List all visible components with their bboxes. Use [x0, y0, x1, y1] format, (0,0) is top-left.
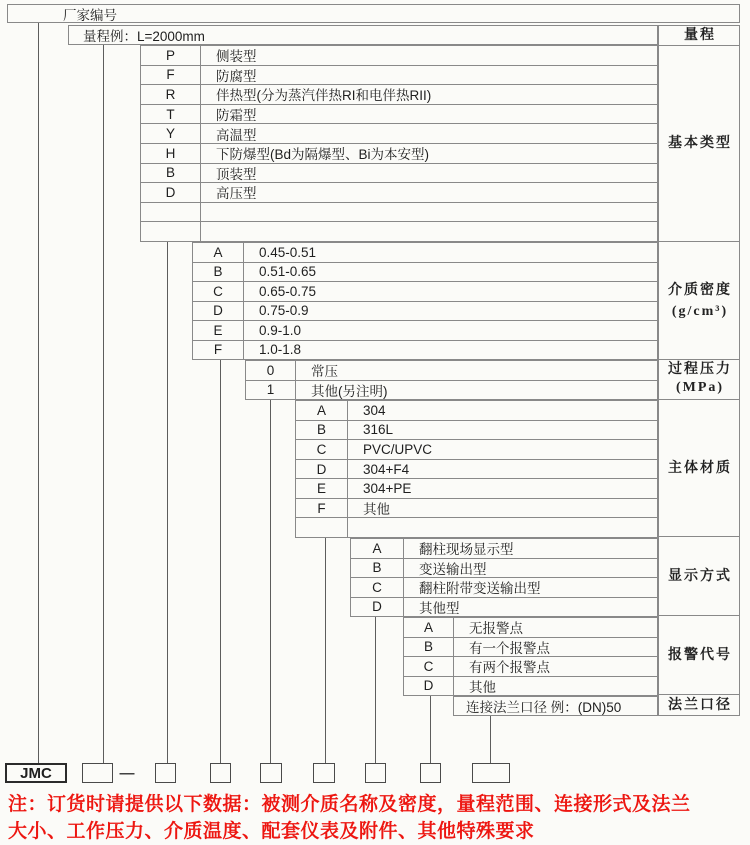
connector-line-manufacturer: [38, 23, 39, 763]
desc-cell: 0.65-0.75: [259, 283, 317, 299]
table-row: [296, 499, 657, 519]
model-box-density: [210, 763, 231, 783]
category-label-column: [658, 25, 740, 716]
display-mode-table: [350, 538, 658, 617]
desc-cell: 防霜型: [216, 108, 257, 124]
table-row: [141, 85, 657, 105]
table-row: [351, 598, 657, 617]
code-cell: R: [141, 85, 201, 104]
code-cell: A: [404, 618, 454, 637]
code-cell: C: [351, 578, 404, 597]
table-row: [141, 164, 657, 184]
flange-size-row: [453, 696, 658, 716]
display-mode-label: 显示方式: [668, 568, 732, 584]
table-row: [404, 638, 657, 658]
desc-cell: 其他: [363, 502, 390, 518]
table-row: [193, 282, 657, 302]
desc-cell: 304+PE: [363, 481, 412, 497]
flange-size-label: 法兰口径: [668, 697, 732, 713]
code-cell: E: [296, 479, 348, 498]
code-cell: T: [141, 105, 201, 124]
process-pressure-table: [245, 360, 658, 400]
connector-line-range: [103, 45, 104, 763]
alarm-code-table: [403, 617, 658, 696]
code-cell: [141, 222, 201, 241]
table-row: [404, 677, 657, 696]
basic-type-label: 基本类型: [668, 136, 732, 152]
connector-line-basic-type: [167, 242, 168, 763]
desc-cell: 变送输出型: [419, 561, 487, 577]
connector-line-pressure: [270, 400, 271, 763]
section-label-basic-type: [659, 46, 739, 242]
code-cell: A: [296, 401, 348, 420]
desc-cell: 其他: [469, 679, 496, 695]
desc-cell: 无报警点: [469, 621, 523, 637]
table-row: [141, 66, 657, 86]
density-label-line2: (g/cm³): [671, 303, 729, 319]
desc-cell: 1.0-1.8: [259, 342, 302, 358]
table-row: [193, 321, 657, 341]
model-box-basic-type: [155, 763, 176, 783]
desc-cell: [201, 222, 657, 241]
model-box-material: [313, 763, 335, 783]
section-label-alarm-code: [659, 616, 739, 695]
desc-cell: 304: [363, 402, 386, 418]
separator-text: —: [119, 764, 135, 782]
table-row-empty: [141, 203, 657, 223]
manufacturer-code-label: 厂家编号: [63, 7, 117, 23]
table-row: [296, 421, 657, 441]
table-row: [193, 302, 657, 322]
table-row: [296, 460, 657, 480]
table-row: [351, 559, 657, 579]
table-row: [193, 341, 657, 360]
table-row: [351, 578, 657, 598]
code-cell: B: [296, 421, 348, 440]
table-row: [141, 124, 657, 144]
code-cell: B: [193, 263, 244, 282]
table-row: [246, 361, 657, 381]
body-material-label: 主体材质: [668, 460, 732, 476]
desc-cell: 其他(另注明): [311, 383, 388, 399]
model-box-display: [365, 763, 386, 783]
table-row-empty: [141, 222, 657, 241]
code-cell: P: [141, 46, 201, 65]
pressure-label-line2: (MPa): [675, 380, 725, 396]
connector-line-alarm: [430, 696, 431, 763]
model-box-alarm: [420, 763, 441, 783]
flange-size-text: 连接法兰口径 例：(DN)50: [466, 700, 622, 715]
section-label-body-material: [659, 400, 739, 538]
desc-cell: 常压: [311, 364, 338, 380]
connector-line-density: [220, 360, 221, 763]
code-cell: C: [193, 282, 244, 301]
desc-cell: 0.9-1.0: [259, 322, 302, 338]
range-example-label: 量程例：L=2000mm: [83, 29, 205, 44]
range-example-row: [68, 25, 658, 45]
code-cell: C: [296, 440, 348, 459]
table-row: [454, 697, 657, 715]
code-cell: [141, 203, 201, 222]
code-cell: F: [296, 499, 348, 518]
code-cell: B: [404, 638, 454, 657]
section-label-process-pressure: [659, 360, 739, 400]
alarm-code-label: 报警代号: [668, 647, 732, 663]
desc-cell: 316L: [363, 422, 394, 438]
section-label-range: [659, 26, 739, 46]
ordering-note: [8, 792, 748, 845]
table-row: [404, 657, 657, 677]
table-row: [141, 105, 657, 125]
table-row: [296, 440, 657, 460]
code-cell: D: [296, 460, 348, 479]
desc-cell: 0.75-0.9: [259, 303, 309, 319]
code-cell: C: [404, 657, 454, 676]
manufacturer-code-row: [7, 4, 740, 23]
section-label-flange-size: [659, 695, 739, 715]
desc-cell: 有两个报警点: [469, 660, 550, 676]
table-row: [351, 539, 657, 559]
desc-cell: 下防爆型(Bd为隔爆型、Bi为本安型): [216, 147, 430, 163]
desc-cell: 0.51-0.65: [259, 264, 317, 280]
ordering-note-line2: 大小、工作压力、介质温度、配套仪表及附件、其他特殊要求: [8, 820, 535, 842]
connector-line-material: [325, 538, 326, 763]
desc-cell: [348, 518, 657, 537]
desc-cell: 侧装型: [216, 49, 257, 65]
model-box-pressure: [260, 763, 282, 783]
ordering-note-line1: 注：订货时请提供以下数据：被测介质名称及密度，量程范围、连接形式及法兰: [8, 794, 691, 815]
section-label-display-mode: [659, 537, 739, 616]
basic-type-table: [140, 45, 658, 242]
code-cell: D: [351, 598, 404, 617]
connector-line-display: [375, 617, 376, 763]
code-cell: A: [193, 243, 244, 262]
table-row: [193, 263, 657, 283]
table-row: [296, 479, 657, 499]
model-prefix-text: JMC: [20, 764, 52, 782]
desc-cell: PVC/UPVC: [363, 441, 433, 457]
table-row: [141, 183, 657, 203]
body-material-table: [295, 400, 658, 538]
desc-cell: [201, 203, 657, 222]
table-row: [141, 46, 657, 66]
pressure-label-line1: 过程压力: [668, 362, 732, 378]
desc-cell: 高温型: [216, 127, 257, 143]
model-code-separator: [115, 763, 139, 783]
code-cell: 0: [246, 361, 296, 380]
table-row: [404, 618, 657, 638]
code-cell: B: [141, 164, 201, 183]
code-cell: [296, 518, 348, 537]
desc-cell: 0.45-0.51: [259, 244, 317, 260]
code-cell: H: [141, 144, 201, 163]
range-label: 量程: [684, 28, 716, 43]
code-cell: B: [351, 559, 404, 578]
density-label-line1: 介质密度: [668, 282, 732, 298]
code-cell: F: [141, 66, 201, 85]
code-cell: Y: [141, 124, 201, 143]
section-label-medium-density: [659, 242, 739, 360]
code-cell: D: [141, 183, 201, 202]
desc-cell: 304+F4: [363, 461, 410, 477]
table-row: [246, 381, 657, 400]
table-row: [141, 144, 657, 164]
code-cell: A: [351, 539, 404, 558]
connector-line-flange: [490, 716, 491, 763]
medium-density-table: [192, 242, 658, 360]
desc-cell: 有一个报警点: [469, 640, 550, 656]
desc-cell: 其他型: [419, 600, 460, 616]
model-box-flange: [472, 763, 510, 783]
code-cell: D: [404, 677, 454, 696]
code-cell: D: [193, 302, 244, 321]
code-cell: E: [193, 321, 244, 340]
code-cell: F: [193, 341, 244, 360]
desc-cell: 防腐型: [216, 68, 257, 84]
desc-cell: 高压型: [216, 186, 257, 202]
desc-cell: 伴热型(分为蒸汽伴热RI和电伴热RII): [216, 88, 432, 104]
table-row-empty: [296, 518, 657, 537]
desc-cell: 翻柱附带变送输出型: [419, 581, 541, 597]
desc-cell: 顶装型: [216, 166, 257, 182]
desc-cell: 翻柱现场显示型: [419, 542, 514, 558]
code-cell: 1: [246, 381, 296, 400]
model-box-range: [82, 763, 113, 783]
model-prefix-box: [5, 763, 67, 783]
table-row: [193, 243, 657, 263]
table-row: [296, 401, 657, 421]
